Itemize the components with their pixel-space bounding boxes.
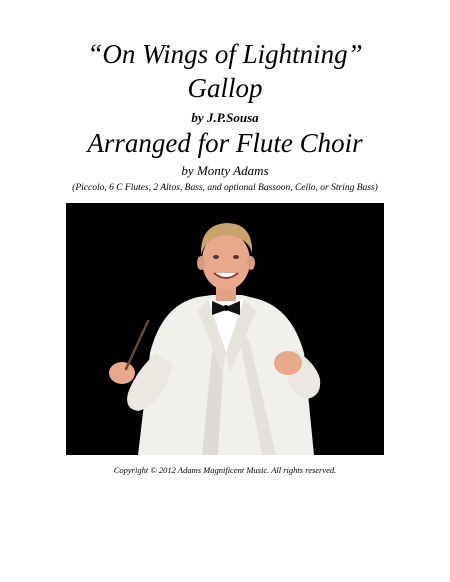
score-title: “On Wings of Lightning” [87,39,363,69]
arrangement-heading: Arranged for Flute Choir [87,128,363,158]
arranger-credit: by Monty Adams [181,163,269,178]
conductor-photo [66,203,384,455]
copyright-notice: Copyright © 2012 Adams Magnificent Music. All rights reserved. [113,465,337,475]
score-subtitle: Gallop [187,73,263,103]
instrumentation-note: (Piccolo, 6 C Flutes, 2 Altos, Bass, and optional Bassoon, Cello, or String Bass) [72,183,378,193]
conductor-illustration [66,203,384,455]
left-hand [109,362,135,384]
composer-credit: by J.P.Sousa [191,110,259,125]
right-hand [274,351,302,375]
